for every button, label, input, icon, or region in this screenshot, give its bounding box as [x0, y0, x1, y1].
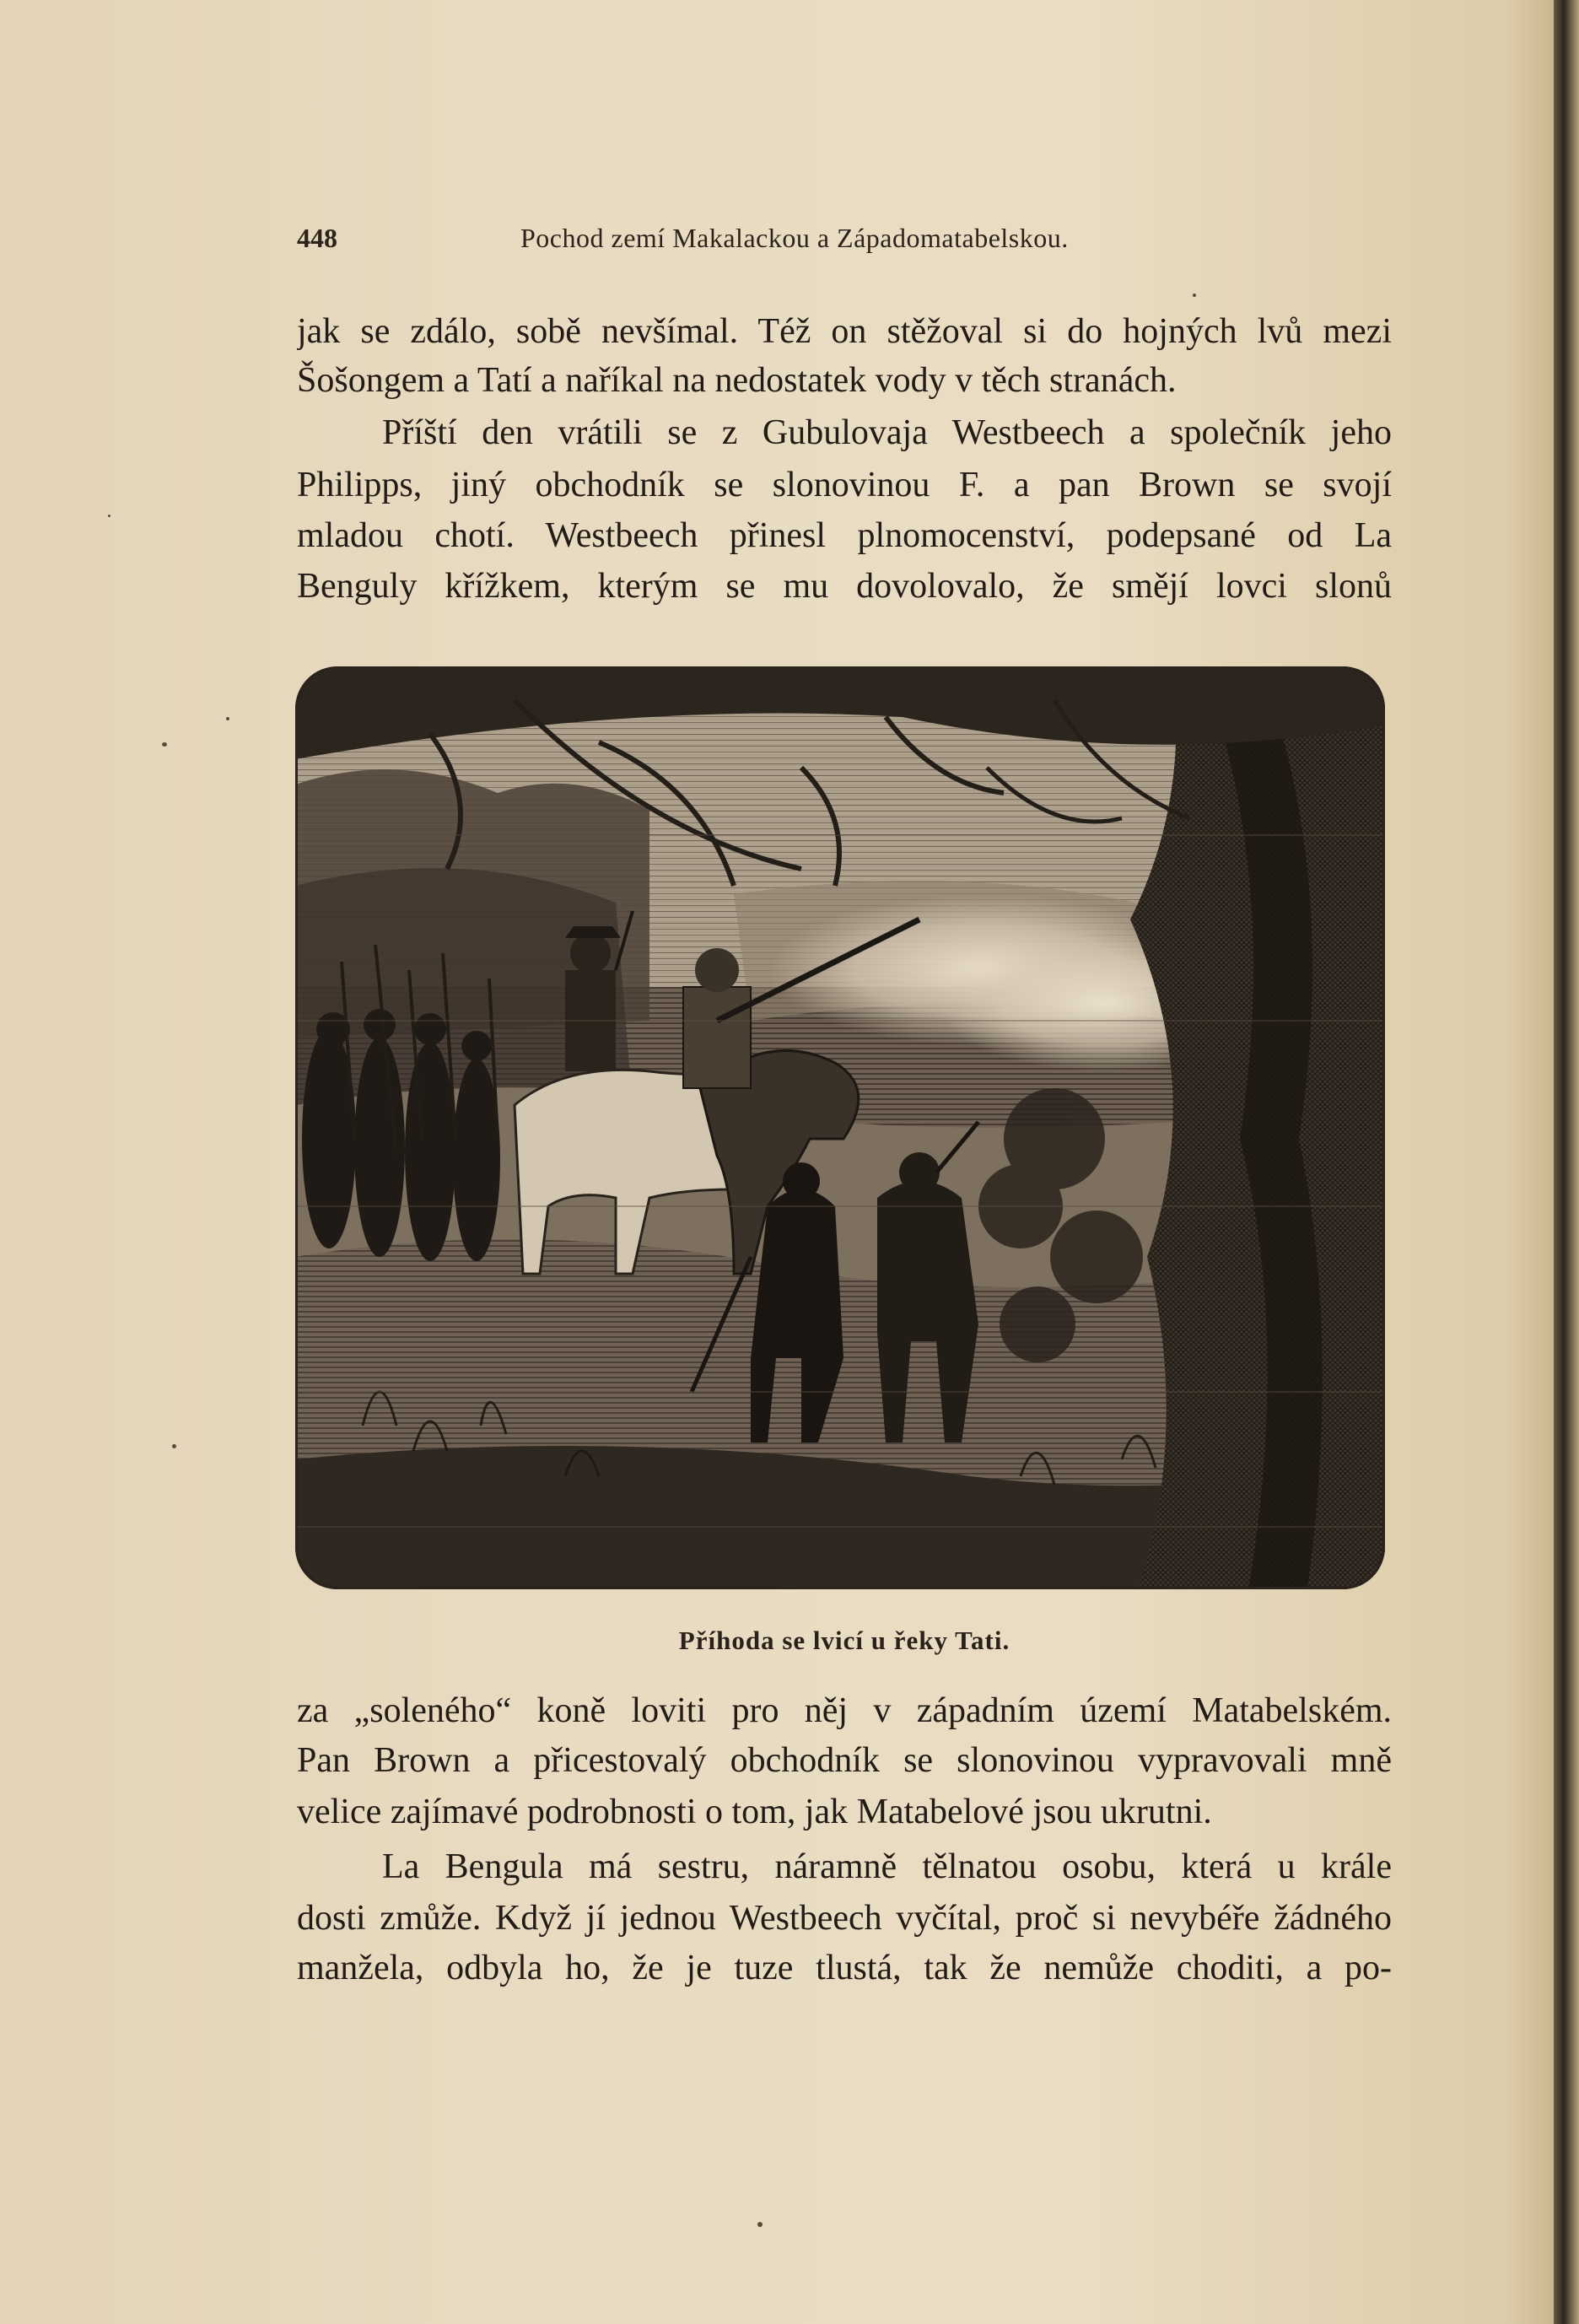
running-title: Pochod zemí Makalackou a Západomatabelskou. [520, 223, 1069, 253]
text-line: za „soleného“ koně loviti pro něj v západním území Matabelském. [297, 1691, 1392, 1730]
text-line: Příští den vrátili se z Gubulovaja Westbeech a společník jeho [382, 413, 1392, 452]
paper-speck [1193, 294, 1196, 297]
page-number: 448 [297, 223, 337, 253]
text-line: Benguly křížkem, kterým se mu dovolovalo, že smějí lovci slonů [297, 567, 1392, 606]
paper-speck [172, 1444, 176, 1448]
text-line: velice zajímavé podrobnosti o tom, jak Matabelové jsou ukrutni. [297, 1793, 1212, 1831]
figure-caption: Příhoda se lvicí u řeky Tati. [678, 1626, 1010, 1655]
engraving-illustration [295, 666, 1385, 1589]
paper-speck [226, 717, 229, 720]
paper-speck [757, 2222, 763, 2227]
text-line: dosti zmůže. Když jí jednou Westbeech vyčítal, proč si nevybéře žádného [297, 1899, 1392, 1938]
paper-speck [108, 515, 110, 517]
text-line: Philipps, jiný obchodník se slonovinou F. a pan Brown se svojí [297, 466, 1392, 504]
text-line: La Bengula má sestru, náramně tělnatou osobu, která u krále [382, 1847, 1392, 1886]
text-line: Šošongem a Tatí a naříkal na nedostatek vody v těch stranách. [297, 361, 1177, 400]
text-line: mladou chotí. Westbeech přinesl plnomocenství, podepsané od La [297, 516, 1392, 555]
text-line: manžela, odbyla ho, že je tuze tlustá, tak že nemůže choditi, a po- [297, 1949, 1392, 1987]
running-head [297, 217, 1393, 259]
text-line: Pan Brown a přicestovalý obchodník se slonovinou vypravovali mně [297, 1741, 1392, 1780]
paper-speck [162, 742, 167, 747]
binding-edge [1554, 0, 1579, 2324]
text-line: jak se zdálo, sobě nevšímal. Též on stěžoval si do hojných lvů mezi [297, 312, 1392, 351]
